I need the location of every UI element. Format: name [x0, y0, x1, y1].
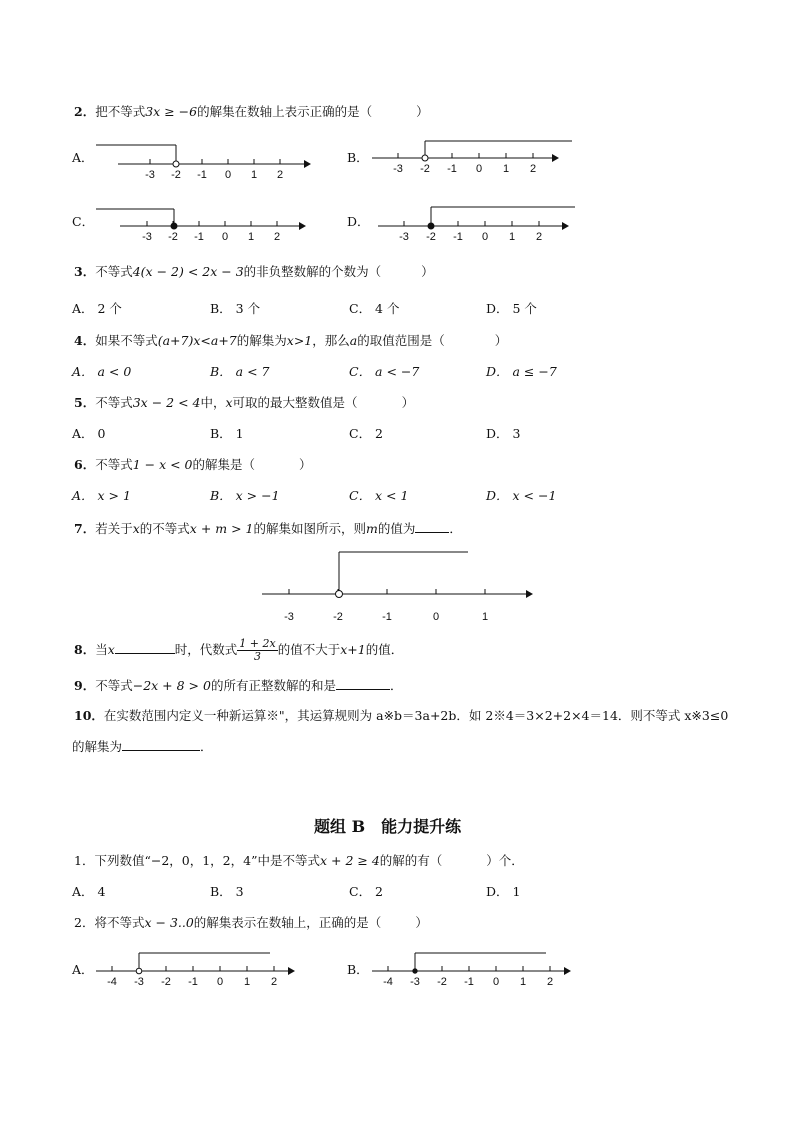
- q3-text-a: 不等式: [95, 264, 133, 279]
- q4-expr2: x>1: [286, 333, 313, 348]
- q3-option-b: B． 3 个: [210, 301, 261, 316]
- tick-label: 0: [432, 611, 440, 623]
- q10-number: 10．: [74, 708, 104, 723]
- q5-option-a: A． 0: [72, 426, 106, 441]
- q3-expr: 4(x − 2) < 2x − 3: [132, 264, 244, 279]
- b1-option-d: D． 1: [486, 884, 521, 899]
- q10-stem-line2: [72, 738, 213, 755]
- tick-label: -2: [437, 976, 447, 988]
- q4-text-b: 的解集为: [236, 333, 287, 348]
- tick-label: 1: [243, 976, 251, 988]
- closed-dot-icon: [413, 969, 417, 973]
- q4-expr: (a+7)x<a+7: [157, 333, 237, 348]
- q5-option-c: C． 2: [349, 426, 383, 441]
- b2-option-b-label: B．: [347, 962, 369, 977]
- b2-number: 2．: [74, 915, 95, 930]
- q5-text-c: 可取的最大整数值是（: [232, 395, 358, 410]
- q4-text-c: ，那么: [312, 333, 350, 348]
- q2-text-a: 把不等式: [95, 104, 146, 119]
- q6-text-b: 的解集是（: [192, 457, 256, 472]
- q4-stem: [74, 333, 507, 349]
- tick-label: -4: [383, 976, 393, 988]
- q2-number-line-d: [378, 202, 618, 242]
- q8-text-a: 当: [95, 642, 108, 657]
- q8-frac-den: 3: [254, 650, 261, 663]
- b1-stem: [74, 853, 524, 869]
- q6-option-b: B． x > −1: [210, 488, 280, 503]
- q4-var: a: [349, 333, 358, 348]
- q7-answer-blank[interactable]: [415, 520, 449, 533]
- tick-label: -1: [382, 611, 392, 623]
- open-dot-icon: [173, 161, 179, 167]
- q9-text-a: 不等式: [95, 678, 133, 693]
- q7-number-line: [262, 550, 562, 623]
- tick-label: 0: [216, 976, 224, 988]
- q10-line2: 的解集为: [72, 739, 123, 754]
- q4-option-a: A． a < 0: [72, 364, 132, 379]
- q2-number-line-c: [96, 203, 336, 243]
- q3-close: ）: [421, 264, 434, 279]
- q7-number: 7．: [74, 521, 96, 536]
- tick-label: -3: [284, 611, 294, 623]
- tick-label: -3: [393, 163, 403, 175]
- tick-label: -3: [145, 169, 155, 181]
- tick-label: -3: [134, 976, 144, 988]
- b2-text-b: 的解集表示在数轴上，正确的是（: [193, 915, 382, 930]
- closed-dot-icon: [171, 223, 177, 229]
- q4-close: ）: [494, 333, 508, 348]
- q8-answer-blank[interactable]: [115, 641, 175, 654]
- q10-stem: [74, 708, 728, 724]
- q9-stem: [74, 677, 402, 694]
- q8-number: 8．: [74, 642, 96, 657]
- tick-label: -1: [194, 231, 204, 243]
- tick-label: -3: [142, 231, 152, 243]
- q2-expr: 3x ≥ −6: [145, 104, 198, 119]
- b1-number: 1．: [74, 853, 95, 868]
- tick-label: 2: [535, 231, 543, 243]
- q7-var: x: [132, 521, 140, 536]
- b2-number-line-a: [96, 950, 316, 990]
- tick-label: 2: [270, 976, 278, 988]
- tick-label: -2: [171, 169, 181, 181]
- q2-close: ）: [416, 104, 429, 119]
- q10-line1: 在实数范围内定义一种新运算※"，其运算规则为 a※b＝3a+2b．如 2※4＝3×2+2×4＝14．则不等式 x※3≤0: [103, 708, 729, 723]
- tick-label: 0: [475, 163, 483, 175]
- b2-text-a: 将不等式: [94, 915, 145, 930]
- tick-label: 1: [247, 231, 255, 243]
- tick-label: -2: [168, 231, 178, 243]
- b2-close: ）: [415, 915, 428, 930]
- q4-text-d: 的取值范围是（: [357, 333, 445, 348]
- q3-stem: [74, 264, 434, 280]
- q9-end: ．: [389, 678, 403, 693]
- tick-label: 2: [529, 163, 537, 175]
- q5-expr: 3x − 2 < 4: [132, 395, 201, 410]
- q8-var: x: [107, 642, 115, 657]
- tick-label: 2: [546, 976, 554, 988]
- b1-option-c: C． 2: [349, 884, 383, 899]
- q2-number: 2．: [74, 104, 96, 119]
- q6-text-a: 不等式: [95, 457, 133, 472]
- tick-label: -1: [197, 169, 207, 181]
- q2-option-c-label: C．: [72, 214, 95, 229]
- q5-option-b: B． 1: [210, 426, 244, 441]
- q2-option-b-label: B．: [347, 150, 369, 165]
- q9-expr: −2x + 8 > 0: [132, 678, 211, 693]
- tick-label: 1: [481, 611, 489, 623]
- tick-label: 1: [519, 976, 527, 988]
- q8-text-d: 的值．: [365, 642, 404, 657]
- tick-label: -1: [464, 976, 474, 988]
- tick-label: -2: [420, 163, 430, 175]
- q2-stem: [74, 104, 429, 120]
- q8-fraction: [237, 638, 277, 663]
- tick-label: -1: [188, 976, 198, 988]
- section-b-title: 题组 B 能力提升练: [314, 817, 462, 836]
- q6-close: ）: [299, 457, 312, 472]
- q8-expr: x+1: [340, 642, 366, 657]
- q5-close: ）: [401, 395, 415, 410]
- tick-label: 0: [481, 231, 489, 243]
- q5-stem: [74, 395, 414, 411]
- q7-var2: m: [366, 521, 378, 536]
- b2-option-a-label: A．: [72, 962, 94, 977]
- q7-expr: x + m > 1: [189, 521, 254, 536]
- q8-stem: [74, 636, 403, 664]
- b1-expr: x + 2 ≥ 4: [319, 853, 380, 868]
- q6-option-a: A． x > 1: [72, 488, 131, 503]
- tick-label: -1: [447, 163, 457, 175]
- q8-frac-num: 1 + 2x: [239, 637, 276, 650]
- tick-label: 1: [250, 169, 258, 181]
- q6-option-d: D． x < −1: [486, 488, 557, 503]
- q4-text-a: 如果不等式: [95, 333, 158, 348]
- q9-answer-blank[interactable]: [336, 677, 390, 690]
- q7-text-d: 的值为: [377, 521, 416, 536]
- q7-end: ．: [449, 521, 462, 536]
- q8-text-c: 的值不大于: [277, 642, 341, 657]
- closed-dot-icon: [428, 223, 434, 229]
- q2-number-line-b: [372, 136, 612, 176]
- q9-text-b: 的所有正整数解的和是: [210, 678, 336, 693]
- q5-text-b: 中，: [200, 395, 226, 410]
- q2-number-line-a: [96, 140, 336, 180]
- q7-text-c: 的解集如图所示，则: [253, 521, 367, 536]
- tick-label: 1: [502, 163, 510, 175]
- tick-label: -4: [107, 976, 117, 988]
- tick-label: 0: [492, 976, 500, 988]
- q10-answer-blank[interactable]: [122, 738, 200, 751]
- b1-option-b: B． 3: [210, 884, 244, 899]
- q2-text-b: 的解集在数轴上表示正确的是（: [197, 104, 373, 119]
- tick-label: -1: [453, 231, 463, 243]
- tick-label: 2: [273, 231, 281, 243]
- q4-option-b: B． a < 7: [210, 364, 270, 379]
- b1-option-a: A． 4: [72, 884, 106, 899]
- q6-stem: [74, 457, 312, 473]
- q4-number: 4．: [74, 333, 96, 348]
- tick-label: -2: [426, 231, 436, 243]
- q3-option-c: C． 4 个: [349, 301, 400, 316]
- q5-number: 5．: [74, 395, 96, 410]
- open-dot-icon: [136, 968, 142, 974]
- tick-label: -3: [399, 231, 409, 243]
- q3-text-b: 的非负整数解的个数为（: [243, 264, 382, 279]
- q3-option-d: D． 5 个: [486, 301, 537, 316]
- q3-number: 3．: [74, 264, 96, 279]
- open-dot-icon: [422, 155, 428, 161]
- tick-label: 1: [508, 231, 516, 243]
- tick-label: -2: [333, 611, 343, 623]
- q3-option-a: A． 2 个: [72, 301, 122, 316]
- q7-text-b: 的不等式: [139, 521, 190, 536]
- open-dot-icon: [336, 591, 343, 598]
- q2-option-a-label: A．: [72, 150, 94, 165]
- b1-text-b: 的解的有（: [379, 853, 443, 868]
- q5-option-d: D． 3: [486, 426, 521, 441]
- q5-text-a: 不等式: [95, 395, 133, 410]
- q2-option-d-label: D．: [347, 214, 370, 229]
- b2-number-line-b: [372, 950, 592, 990]
- q5-var: x: [225, 395, 233, 410]
- q9-number: 9．: [74, 678, 96, 693]
- q4-option-c: C． a < −7: [349, 364, 420, 379]
- tick-label: -2: [161, 976, 171, 988]
- q6-number: 6．: [74, 457, 96, 472]
- b2-stem: [74, 915, 428, 931]
- tick-label: 0: [224, 169, 232, 181]
- q8-text-b: 时，代数式: [174, 642, 238, 657]
- b1-text: 下列数值“−2，0，1，2，4”中是不等式: [94, 853, 320, 868]
- tick-label: -3: [410, 976, 420, 988]
- b1-close: ）个．: [486, 853, 524, 868]
- b2-expr: x − 3..0: [144, 915, 194, 930]
- tick-label: 2: [276, 169, 284, 181]
- q4-option-d: D． a ≤ −7: [486, 364, 557, 379]
- q7-stem: [74, 520, 462, 537]
- q10-end: ．: [200, 739, 213, 754]
- q6-expr: 1 − x < 0: [132, 457, 193, 472]
- q6-option-c: C． x < 1: [349, 488, 409, 503]
- tick-label: 0: [221, 231, 229, 243]
- q7-text-a: 若关于: [95, 521, 133, 536]
